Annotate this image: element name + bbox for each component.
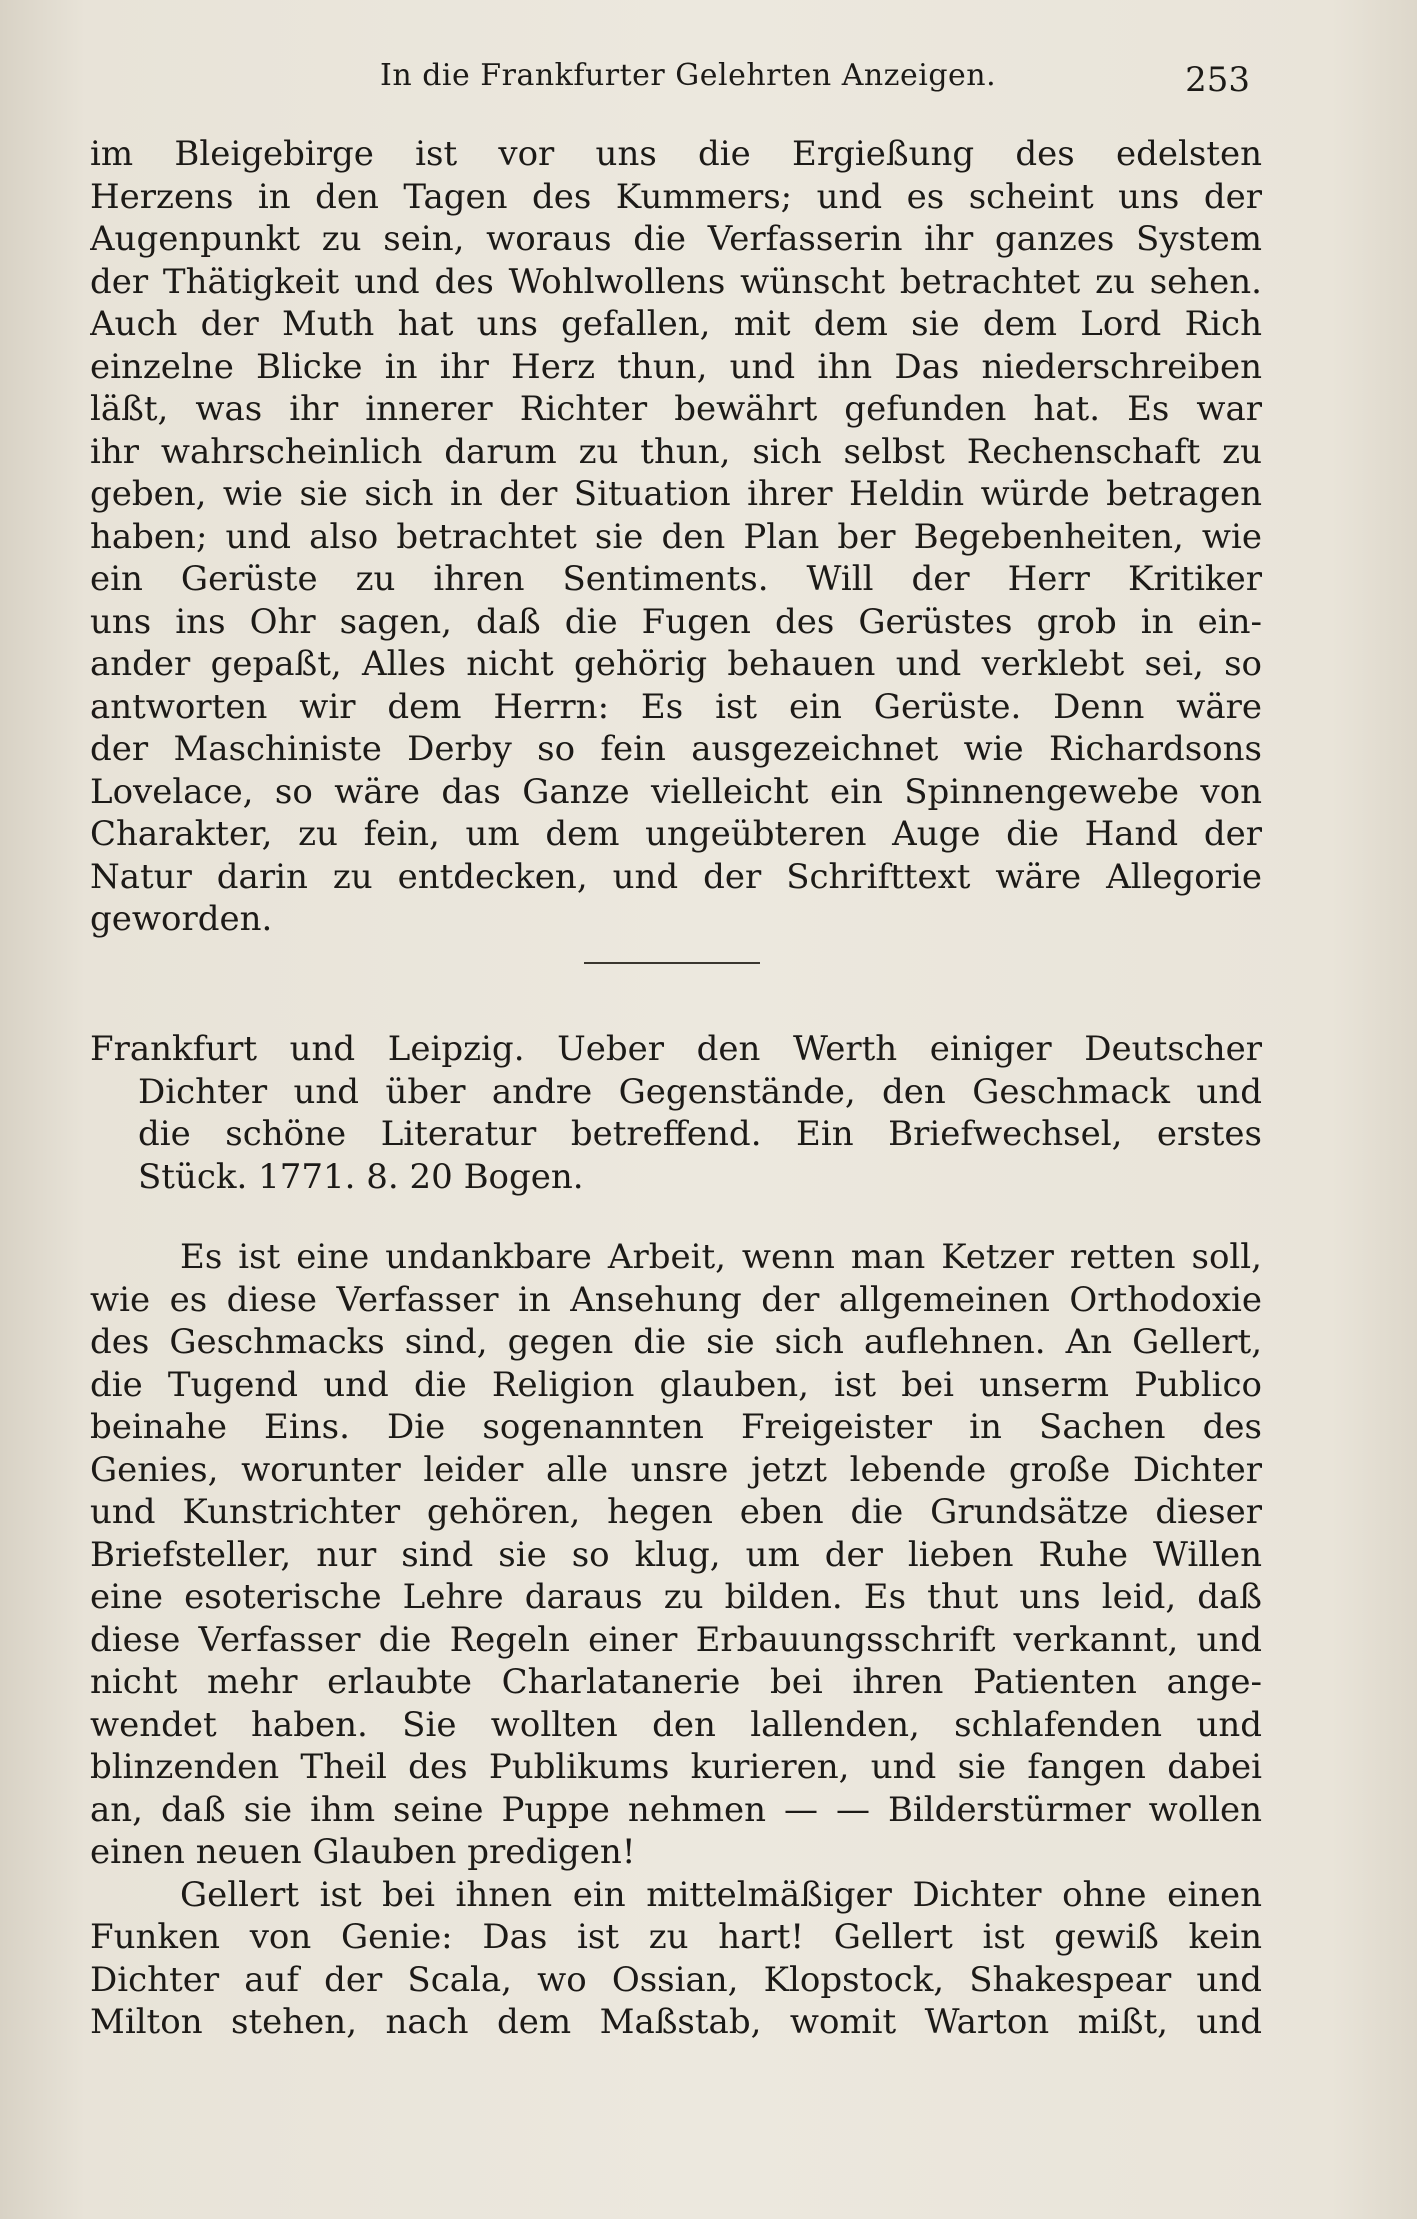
text-line: einen neuen Glauben predigen! [90, 1832, 636, 1872]
text-line: Briefsteller, nur sind sie so klug, um der lieben Ruhe Willen [90, 1534, 1262, 1575]
text-line: des Geschmacks sind, gegen die sie sich auflehnen. An Gellert, [90, 1322, 1262, 1362]
heading-line: die schöne Literatur betreffend. Ein Briefwechsel, erstes [138, 1114, 1262, 1154]
text-line: eine esoterische Lehre daraus zu bilden. Es thut uns leid, daß [90, 1577, 1262, 1617]
text-line: einzelne Blicke in ihr Herz thun, und ihn Das niederschreiben [90, 346, 1262, 387]
text-line: die Tugend und die Religion glauben, ist bei unserm Publico [90, 1364, 1262, 1405]
text-line: und Kunstrichter gehören, hegen eben die Grundsätze dieser [90, 1492, 1262, 1532]
text-line: Dichter auf der Scala, wo Ossian, Klopstock, Shakespear und [90, 1959, 1262, 2000]
text-line: der Thätigkeit und des Wohlwollens wünscht betrachtet zu sehen. [90, 261, 1262, 302]
page-number: 253 [1185, 60, 1250, 100]
continued-paragraph [90, 133, 1262, 941]
text-line: Herzens in den Tagen des Kummers; und es scheint uns der [90, 176, 1262, 217]
text-line: uns ins Ohr sagen, daß die Fugen des Gerüstes grob in ein- [90, 601, 1262, 642]
text-line: ein Gerüste zu ihren Sentiments. Will der Herr Kritiker [90, 559, 1262, 599]
text-line: Gellert ist bei ihnen ein mittelmäßiger Dichter ohne einen [180, 1874, 1262, 1915]
text-line: beinahe Eins. Die sogenannten Freigeister in Sachen des [90, 1407, 1262, 1447]
text-line: Natur darin zu entdecken, und der Schrifttext wäre Allegorie [90, 856, 1262, 897]
text-line: der Maschiniste Derby so fein ausgezeichnet wie Richardsons [90, 729, 1262, 769]
text-line: Milton stehen, nach dem Maßstab, womit Warton mißt, und [90, 2002, 1262, 2042]
text-line: nicht mehr erlaubte Charlatanerie bei ihren Patienten ange- [90, 1662, 1262, 1702]
text-line: Augenpunkt zu sein, woraus die Verfasserin ihr ganzes System [90, 219, 1262, 259]
text-line: blinzenden Theil des Publikums kurieren, und sie fangen dabei [90, 1747, 1262, 1787]
text-line: ihr wahrscheinlich darum zu thun, sich selbst Rechenschaft zu [90, 431, 1262, 472]
review-heading [90, 1028, 1262, 1198]
text-line: im Bleigebirge ist vor uns die Ergießung des edelsten [90, 134, 1262, 174]
text-line: ander gepaßt, Alles nicht gehörig behauen und verklebt sei, so [90, 644, 1262, 684]
text-line: geworden. [90, 899, 273, 939]
text-line: Charakter, zu fein, um dem ungeübteren Auge die Hand der [90, 814, 1262, 854]
text-line: läßt, was ihr innerer Richter bewährt gefunden hat. Es war [90, 389, 1262, 429]
text-line: Lovelace, so wäre das Ganze vielleicht ein Spinnengewebe von [90, 771, 1262, 812]
text-line: geben, wie sie sich in der Situation ihrer Heldin würde betragen [90, 474, 1262, 514]
running-title: In die Frankfurter Gelehrten Anzeigen. [380, 58, 997, 93]
text-line: an, daß sie ihm seine Puppe nehmen — — Bilderstürmer wollen [90, 1789, 1262, 1830]
heading-line: Dichter und über andre Gegenstände, den Geschmack und [138, 1071, 1262, 1112]
text-line: Genies, worunter leider alle unsre jetzt lebende große Dichter [90, 1449, 1262, 1490]
running-head [90, 58, 1250, 106]
text-line: Es ist eine undankbare Arbeit, wenn man Ketzer retten soll, [180, 1237, 1262, 1277]
section-divider [584, 962, 760, 964]
text-line: wie es diese Verfasser in Ansehung der allgemeinen Orthodoxie [90, 1279, 1262, 1320]
heading-line: Stück. 1771. 8. 20 Bogen. [138, 1156, 584, 1197]
text-line: diese Verfasser die Regeln einer Erbauungsschrift verkannt, und [90, 1619, 1262, 1660]
text-line: wendet haben. Sie wollten den lallenden, schlafenden und [90, 1704, 1262, 1745]
text-line: Auch der Muth hat uns gefallen, mit dem sie dem Lord Rich [90, 304, 1262, 344]
text-line: haben; und also betrachtet sie den Plan ber Begebenheiten, wie [90, 516, 1262, 557]
text-line: antworten wir dem Herrn: Es ist ein Gerüste. Denn wäre [90, 686, 1262, 727]
text-line: Funken von Genie: Das ist zu hart! Gellert ist gewiß kein [90, 1917, 1262, 1957]
heading-line: Frankfurt und Leipzig. Ueber den Werth einiger Deutscher [90, 1029, 1262, 1069]
review-body [90, 1236, 1262, 2044]
